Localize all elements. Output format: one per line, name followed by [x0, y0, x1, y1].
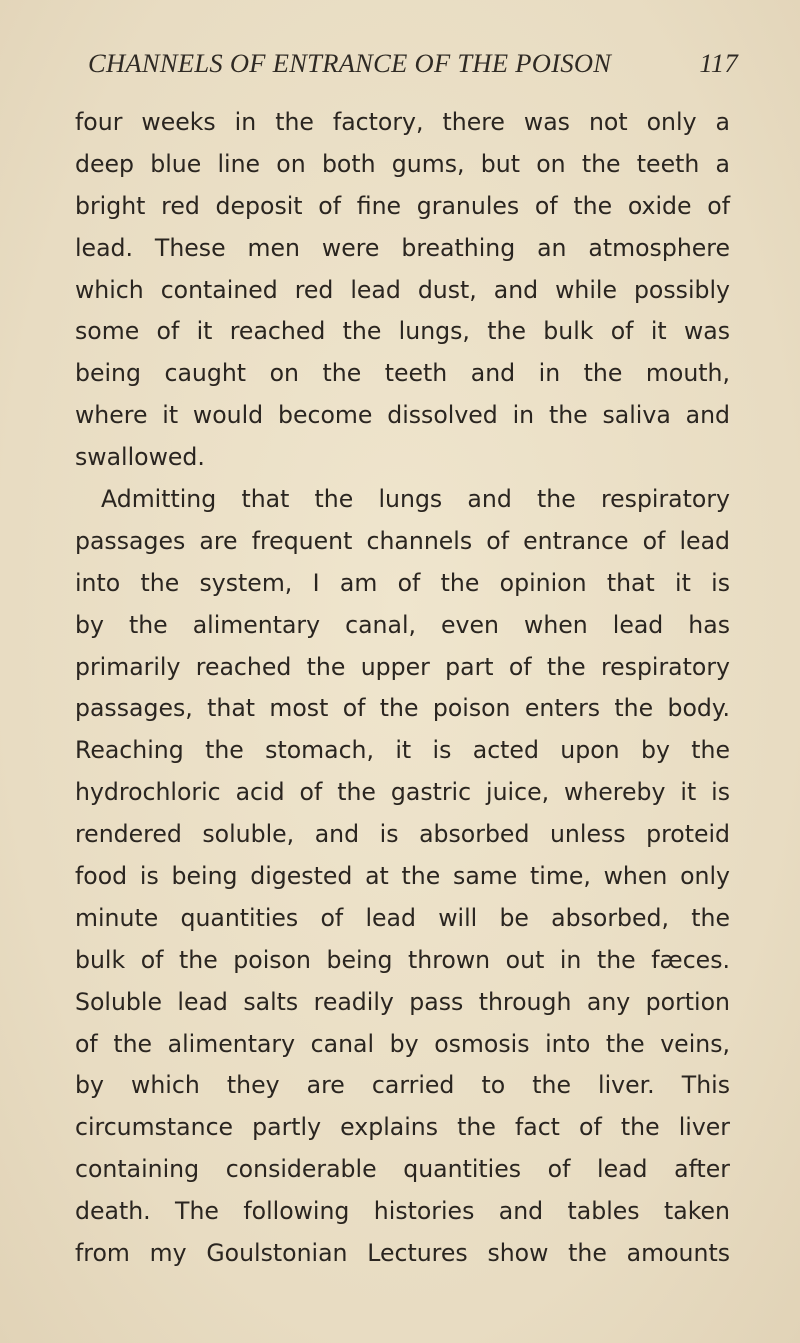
- text-line: by the alimentary canal, even when lead has: [75, 610, 730, 639]
- text-line: which contained red lead dust, and while possibly: [75, 275, 730, 304]
- text-line: deep blue line on both gums, but on the teeth a: [75, 149, 730, 178]
- text-line: rendered soluble, and is absorbed unless proteid: [75, 820, 730, 849]
- text-line: bulk of the poison being thrown out in the fæces.: [75, 945, 730, 974]
- text-line: containing considerable quantities of lead after: [75, 1155, 730, 1184]
- text-line: into the system, I am of the opinion that it is: [75, 568, 730, 597]
- running-title: CHANNELS OF ENTRANCE OF THE POISON: [88, 48, 612, 78]
- text-line: from my Goulstonian Lectures show the amounts: [75, 1239, 730, 1268]
- paragraph-start-line: Admitting that the lungs and the respiratory: [101, 485, 730, 514]
- text-line: where it would become dissolved in the saliva and: [75, 401, 730, 430]
- text-line: of the alimentary canal by osmosis into the veins,: [75, 1029, 730, 1058]
- text-line: being caught on the teeth and in the mouth,: [75, 359, 730, 388]
- text-line: minute quantities of lead will be absorbed, the: [75, 903, 730, 932]
- text-line: primarily reached the upper part of the respiratory: [75, 652, 730, 681]
- paragraph-end-line: swallowed.: [75, 443, 205, 472]
- text-line: lead. These men were breathing an atmosphere: [75, 233, 730, 262]
- text-line: Soluble lead salts readily pass through any portion: [75, 987, 730, 1016]
- text-line: by which they are carried to the liver. This: [75, 1071, 730, 1100]
- text-line: food is being digested at the same time, when only: [75, 862, 730, 891]
- body-text: [75, 102, 730, 1275]
- text-line: some of it reached the lungs, the bulk of it was: [75, 317, 730, 346]
- text-line: Reaching the stomach, it is acted upon by the: [75, 736, 730, 765]
- text-line: passages, that most of the poison enters the body.: [75, 694, 730, 723]
- text-line: four weeks in the factory, there was not only a: [75, 108, 730, 136]
- running-header: [88, 48, 738, 88]
- text-line: bright red deposit of fine granules of the oxide of: [75, 191, 730, 220]
- text-line: hydrochloric acid of the gastric juice, whereby it is: [75, 778, 730, 807]
- page-number: 117: [699, 48, 738, 78]
- text-line: passages are frequent channels of entrance of lead: [75, 526, 730, 555]
- text-line: circumstance partly explains the fact of the liver: [75, 1113, 730, 1142]
- text-line: death. The following histories and tables taken: [75, 1197, 730, 1226]
